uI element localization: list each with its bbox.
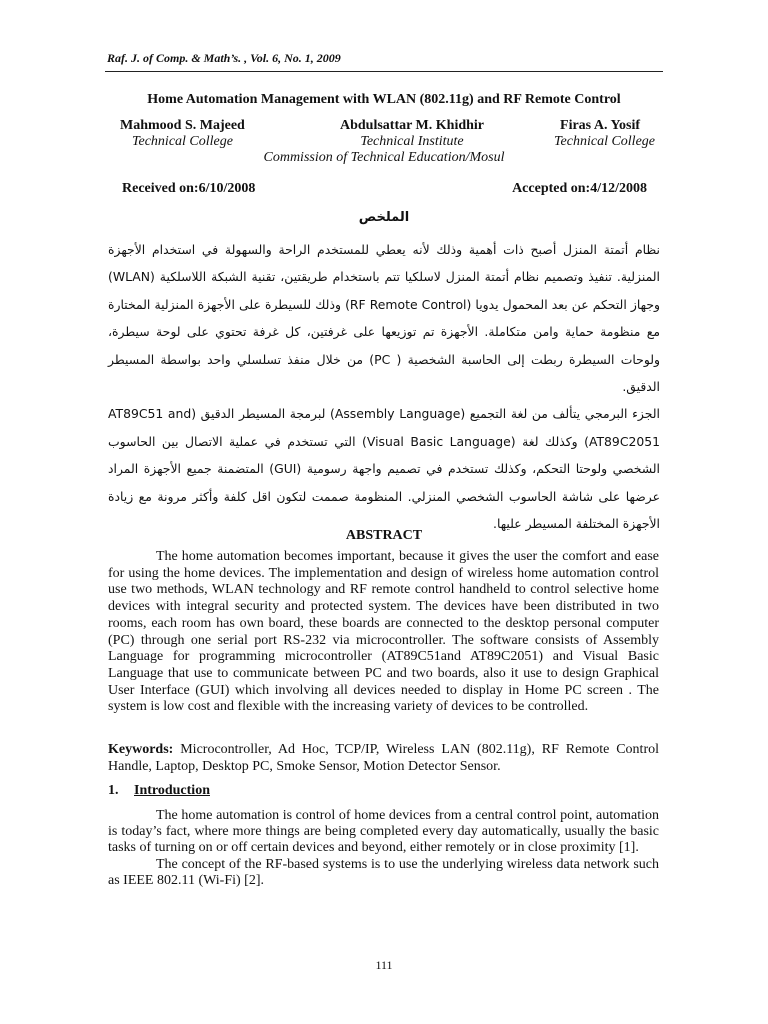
keywords-label: Keywords: xyxy=(108,742,174,757)
author-affiliation: Technical Institute xyxy=(360,134,464,149)
introduction-heading xyxy=(108,783,210,799)
author-name: Abdulsattar M. Khidhir xyxy=(339,118,485,133)
arabic-abstract-heading: الملخص xyxy=(358,210,410,225)
header-rule xyxy=(105,71,663,72)
author-name: Firas A. Yosif xyxy=(560,118,640,133)
keywords-text: Microcontroller, Ad Hoc, TCP/IP, Wireless LAN (802.11g), RF Remote Control Handle, Laptop, Desktop PC, Smoke Sensor, Motion Detector Sensor. xyxy=(108,742,659,774)
intro-paragraph: The concept of the RF-based systems is to use the underlying wireless data network such as IEEE 802.11 (Wi-Fi) [2]. xyxy=(108,856,659,888)
author-name: Mahmood S. Majeed xyxy=(120,118,245,133)
author-affiliation: Technical College xyxy=(554,134,655,149)
introduction-body xyxy=(108,808,659,889)
abstract-paragraph: The home automation becomes important, because it gives the user the comfort and ease for using the home devices. The implementation and design of wireless home automation control use two methods, WLAN technology and RF remote control handheld to control selective home devices with integral security and protected system. The devices have been distributed in two rooms, each room has own board, these boards are connected to the desktop personal computer (PC) through one serial port RS-232 via microcontroller. The software consists of Assembly Language for programming microcontroller (AT89C51and AT89C2051) and Visual Basic Language that use to communicate between PC and two boards, also it use to design Graphical User Interface (GUI) which involving all devices needed to display in Home PC screen . The system is low cost and flexible with the increasing variety of devices to be controlled. xyxy=(108,549,659,715)
author-2 xyxy=(312,118,512,150)
journal-citation: Raf. J. of Comp. & Math’s. , Vol. 6, No. 1, 2009 xyxy=(107,51,341,65)
paper-title: Home Automation Management with WLAN (802.11g) and RF Remote Control xyxy=(147,92,621,107)
abstract-heading: ABSTRACT xyxy=(345,528,423,543)
commission-affiliation: Commission of Technical Education/Mosul xyxy=(263,150,505,165)
section-number: 1. xyxy=(108,783,119,798)
author-1 xyxy=(120,118,270,150)
arabic-paragraph: الجزء البرمجي يتألف من لغة التجميع (Assembly Language) لبرمجة المسيطر الدقيق (AT89C51 and AT89C2051) وكذلك لغة (Visual Basic Language) التي تستخدم في عملية الاتصال بين الحاسوب الشخصي ولوحتا التحكم، وكذلك تستخدم في تصميم واجهة رسومية (GUI) المتضمنة جميع الأجهزة المراد عرضها على شاشة الحاسوب الشخصي المنزلي. المنظومة صممت لتكون اقل كلفة وأكثر مرونة مع زيادة الأجهزة المختلفة المسيطر عليها. xyxy=(108,406,661,532)
author-3 xyxy=(525,118,655,150)
arabic-abstract xyxy=(108,236,660,537)
page-number: 111 xyxy=(375,958,393,972)
received-date: Received on:6/10/2008 xyxy=(122,181,256,196)
intro-paragraph: The home automation is control of home devices from a central control point, automation is today’s fact, where more things are being completed every day automatically, usually the basic tasks of turning on or off certain devices and beyond, either remotely or in close proximity [1]. xyxy=(108,808,659,856)
arabic-paragraph: نظام أتمتة المنزل أصبح ذات أهمية وذلك لأنه يعطي للمستخدم الراحة والسهولة في استخدام الأجهزة المنزلية. تنفيذ وتصميم نظام أتمتة المنزل لاسلكيا تتم باستخدام طريقتين، تقنية الشبكة اللاسلكية (WLAN) وجهاز التحكم عن بعد المحمول يدويا (RF Remote Control) وذلك للسيطرة على الأجهزة المنزلية المختارة مع منظومة حماية وامن متكاملة. الأجهزة تم توزيعها على غرفتين، كل غرفة تحتوي على لوحة سيطرة، ولوحات السيطرة ربطت إلى الحاسبة الشخصية ( PC) من خلال منفذ تسلسلي واحد بواسطة المسيطر الدقيق. xyxy=(108,242,660,395)
section-title: Introduction xyxy=(134,783,210,798)
abstract-body xyxy=(108,549,659,716)
keywords xyxy=(108,741,659,775)
author-affiliation: Technical College xyxy=(132,134,233,149)
accepted-date: Accepted on:4/12/2008 xyxy=(512,181,647,196)
